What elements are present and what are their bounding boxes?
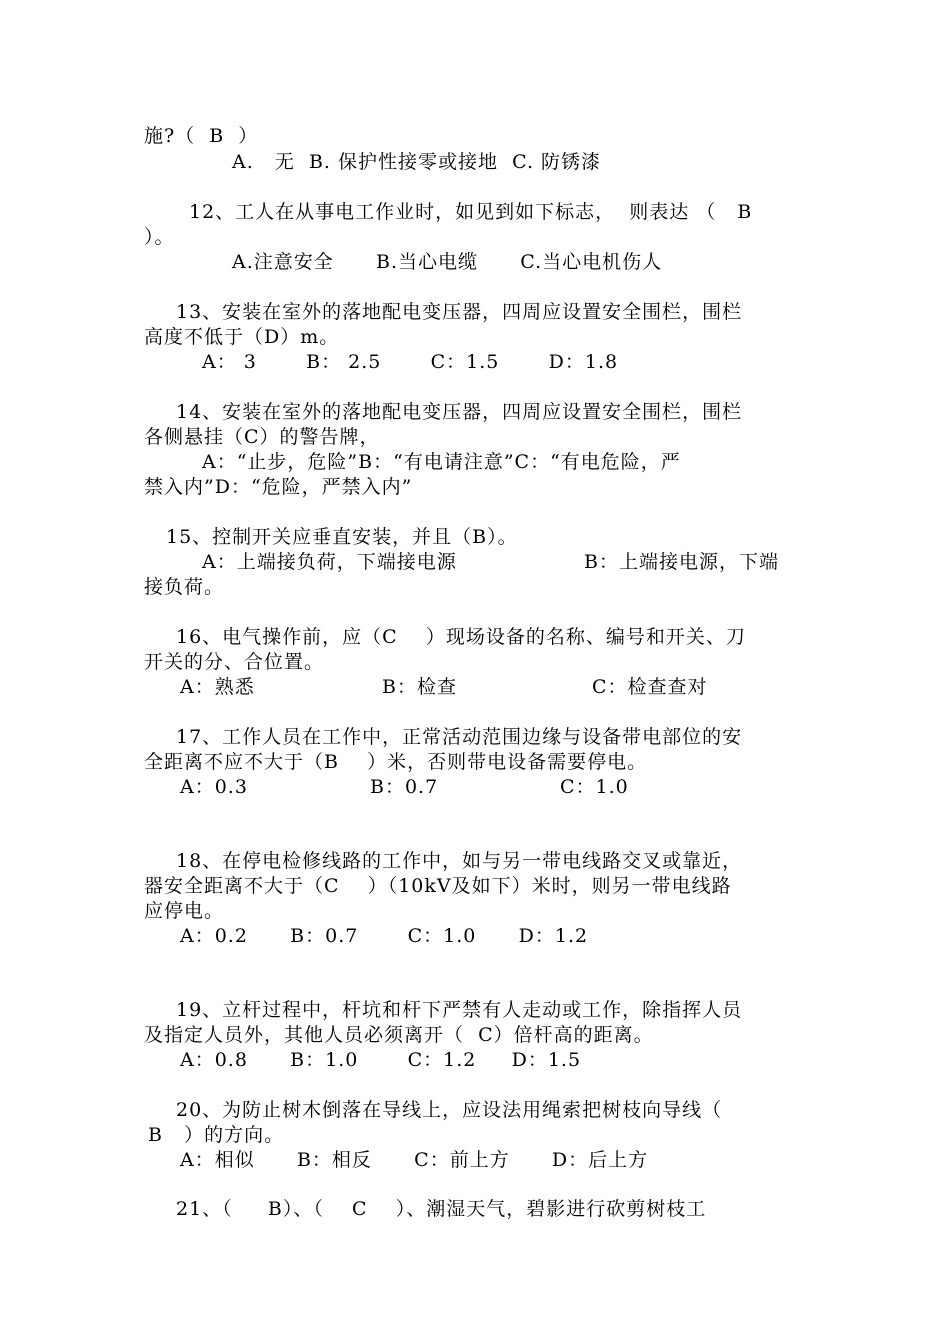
q14-stem-line1: 14、安装在室外的落地配电变压器，四周应设置安全围栏，围栏 (176, 401, 743, 423)
q13-stem-line2: 高度不低于（D）m。 (144, 326, 340, 348)
q18-stem-line2: 器安全距离不大于（C ）（10kV及如下）米时，则另一带电线路 (144, 875, 732, 897)
q15-option-b-tail: 接负荷。 (144, 576, 225, 598)
q20-options: A：相似 B：相反 C：前上方 D：后上方 (180, 1149, 649, 1171)
q17-option-c: C：1.0 (560, 776, 629, 798)
q12-options: A.注意安全 B.当心电缆 C.当心电机伤人 (232, 251, 663, 273)
q18-stem-line3: 应停电。 (144, 900, 225, 922)
q19-stem-line1: 19、立杆过程中，杆坑和杆下严禁有人走动或工作，除指挥人员 (176, 999, 743, 1021)
q13-stem-line1: 13、安装在室外的落地配电变压器，四周应设置安全围栏，围栏 (176, 301, 743, 323)
q21-stem-line1: 21、（ B）、（ C ）、潮湿天气，碧影进行砍剪树枝工 (176, 1198, 707, 1220)
q11-stem-tail: 施?（ B ） (144, 125, 259, 147)
q16-option-a: A：熟悉 (180, 676, 255, 698)
q19-stem-line2: 及指定人员外，其他人员必须离开（ C）倍杆高的距离。 (144, 1024, 654, 1046)
q14-options-line2: 禁入内”D：“危险，严禁入内” (144, 476, 413, 498)
q14-stem-line2: 各侧悬挂（C）的警告牌， (144, 426, 380, 448)
q17-option-a: A：0.3 (180, 776, 248, 798)
q18-stem-line1: 18、在停电检修线路的工作中，如与另一带电线路交叉或靠近， (176, 850, 743, 872)
q13-options: A： 3 B： 2.5 C：1.5 D：1.8 (202, 351, 619, 373)
q16-option-c: C：检查查对 (592, 676, 708, 698)
q14-options-line1: A：“止步，危险”B：“有电请注意”C：“有电危险，严 (202, 451, 681, 473)
q16-stem-line2: 开关的分、合位置。 (144, 651, 325, 673)
q20-stem-line2: B ）的方向。 (148, 1124, 285, 1146)
q12-stem-line1: 12、工人在从事电工作业时，如见到如下标志， 则表达 （ B (189, 201, 753, 223)
q17-stem-line1: 17、工作人员在工作中，正常活动范围边缘与设备带电部位的安 (176, 726, 743, 748)
q20-stem-line1: 20、为防止树木倒落在导线上，应设法用绳索把树枝向导线（ (176, 1099, 723, 1121)
q19-options: A：0.8 B：1.0 C：1.2 D：1.5 (180, 1049, 582, 1071)
q17-option-b: B：0.7 (370, 776, 439, 798)
q15-option-a: A：上端接负荷，下端接电源 (202, 551, 457, 573)
q12-stem-line2: ）。 (144, 226, 175, 248)
q15-stem: 15、控制开关应垂直安装，并且（B）。 (166, 526, 518, 548)
q16-stem-line1: 16、电气操作前，应（C ）现场设备的名称、编号和开关、刀 (176, 626, 746, 648)
q17-stem-line2: 全距离不应不大于（B ）米，否则带电设备需要停电。 (144, 751, 648, 773)
q11-options: A. 无 B. 保护性接零或接地 C. 防锈漆 (232, 151, 602, 173)
q16-option-b: B：检查 (382, 676, 457, 698)
q18-options: A：0.2 B：0.7 C：1.0 D：1.2 (180, 925, 589, 947)
q15-option-b: B：上端接电源，下端 (584, 551, 779, 573)
